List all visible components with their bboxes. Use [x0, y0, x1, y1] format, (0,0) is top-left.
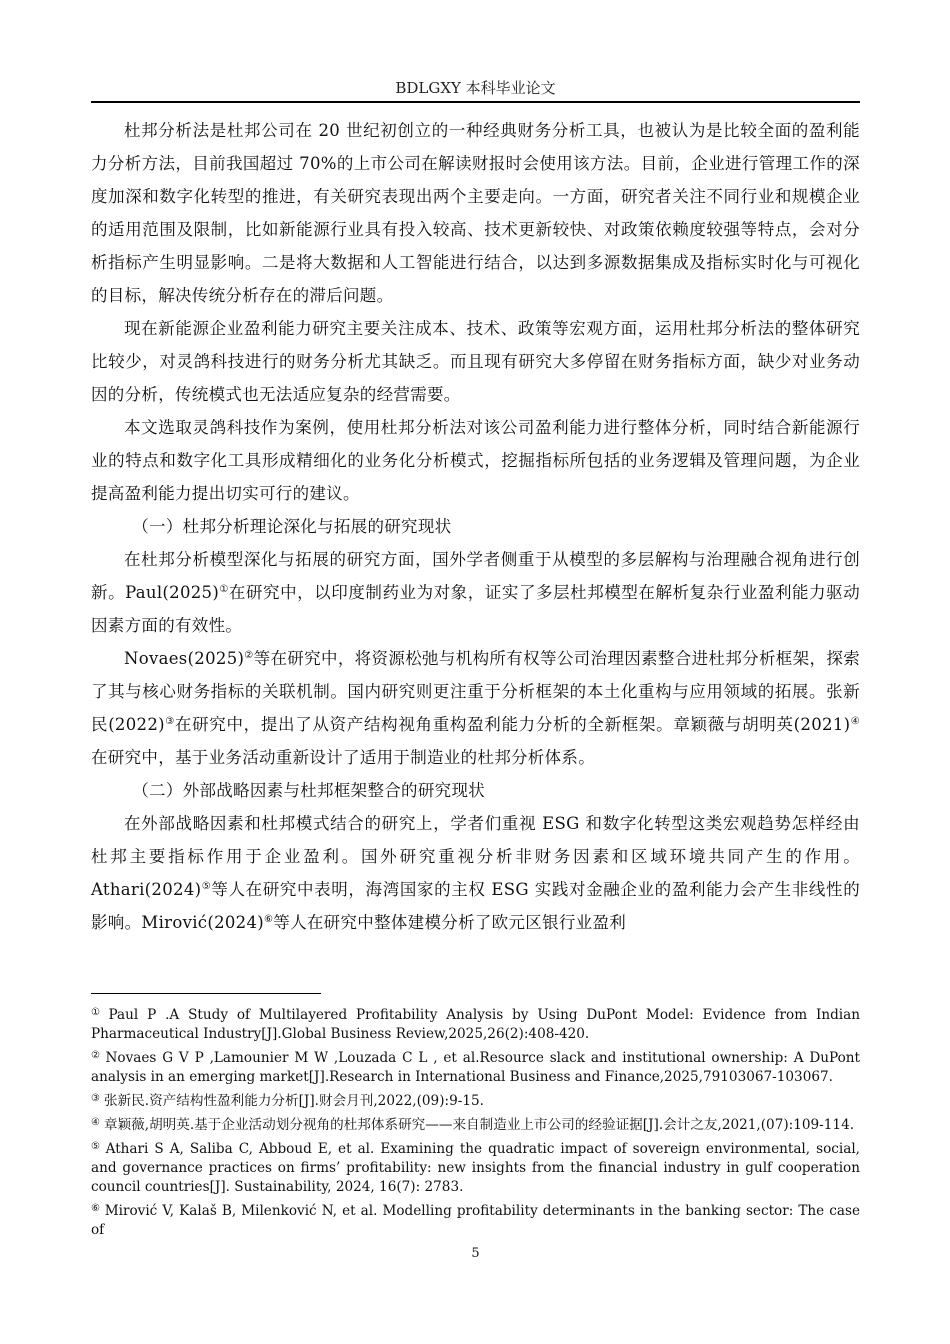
footnote-text: Novaes G V P ,Lamounier M W ,Louzada C L , et al.Resource slack and institutional ownership: A DuPont analysis in an emerging market[J].Research in International Business and Finance,2025,79103067-103067.	[91, 1050, 861, 1085]
footnote-1	[91, 1003, 860, 1044]
footnote-4	[91, 1113, 860, 1135]
footnote-2	[91, 1046, 860, 1087]
footnote-6	[91, 1199, 860, 1240]
footnote-text: Paul P .A Study of Multilayered Profitability Analysis by Using DuPont Model: Evidence from Indian Pharmaceutical Industry[J].Global Business Review,2025,26(2):408-420.	[91, 1007, 860, 1042]
footnote-5	[91, 1137, 860, 1197]
section-heading-1: （一）杜邦分析理论深化与拓展的研究现状	[132, 517, 452, 536]
citation-marker: ④	[850, 716, 861, 727]
paragraph-novaes: Novaes(2025)②等在研究中，将资源松弛与机构所有权等公司治理因素整合进杜邦分析框架，探索了其与核心财务指标的关联机制。国内研究则更注重于分析框架的本土化重构与应用领域的拓展。张新民(2022)③在研究中，提出了从资产结构视角重构盈利能力分析的全新框架。章颖薇与胡明英(2021)④在研究中，基于业务活动重新设计了适用于制造业的杜邦分析体系。	[91, 649, 861, 767]
footnote-text: 章颖薇,胡明英.基于企业活动划分视角的杜邦体系研究——来自制造业上市公司的经验证据[J].会计之友,2021,(07):109-114.	[103, 1117, 855, 1133]
body-text	[91, 114, 861, 932]
section-heading-2: （二）外部战略因素与杜邦框架整合的研究现状	[132, 781, 486, 800]
header-divider	[91, 101, 860, 103]
footnote-text: Mirović V, Kalaš B, Milenković N, et al. Modelling profitability determinants in the banking sector: The case of	[91, 1203, 860, 1238]
citation-marker: ①	[219, 584, 229, 595]
footnotes	[91, 1003, 861, 1238]
footnote-marker: ⑥	[91, 1203, 101, 1214]
paragraph-purpose: 本文选取灵鸽科技作为案例，使用杜邦分析法对该公司盈利能力进行整体分析，同时结合新能源行业的特点和数字化工具形成精细化的业务化分析模式，挖掘指标所包括的业务逻辑及管理问题，为企业提高盈利能力提出切实可行的建议。	[91, 418, 860, 503]
footnote-marker: ③	[91, 1093, 100, 1104]
footnote-marker: ⑤	[91, 1141, 102, 1152]
footnote-divider	[91, 993, 321, 994]
page-number: 5	[471, 1246, 480, 1261]
citation-marker: ⑤	[201, 881, 212, 892]
page-header: BDLGXY 本科毕业论文	[395, 79, 556, 97]
citation-marker: ②	[244, 650, 254, 661]
citation-marker: ⑥	[264, 914, 274, 925]
paragraph-intro: 杜邦分析法是杜邦公司在 20 世纪初创立的一种经典财务分析工具，也被认为是比较全面的盈利能力分析方法，目前我国超过 70%的上市公司在解读财报时会使用该方法。目前，企业进行管理工作的深度加深和数字化转型的推进，有关研究表现出两个主要走向。一方面，研究者关注不同行业和规模企业的适用范围及限制，比如新能源行业具有投入较高、技术更新较快、对政策依赖度较强等特点，会对分析指标产生明显影响。二是将大数据和人工智能进行结合，以达到多源数据集成及指标实时化与可视化的目标，解决传统分析存在的滞后问题。	[91, 121, 860, 305]
citation-marker: ③	[164, 716, 175, 727]
footnote-marker: ②	[91, 1050, 102, 1061]
footnote-text: Athari S A, Saliba C, Abboud E, et al. Examining the quadratic impact of sovereign environmental, social, and governance practices on firms’ profitability: new insights from the financial industry in gulf cooperation council countries[J]. Sustainability, 2024, 16(7): 2783.	[91, 1141, 860, 1195]
footnote-marker: ④	[91, 1117, 100, 1128]
footnote-3	[91, 1089, 860, 1111]
footnote-text: 张新民.资产结构性盈利能力分析[J].财会月刊,2022,(09):9-15.	[103, 1093, 484, 1109]
footnote-marker: ①	[91, 1007, 105, 1018]
paragraph-esg: 在外部战略因素和杜邦模式结合的研究上，学者们重视 ESG 和数字化转型这类宏观趋势怎样经由杜邦主要指标作用于企业盈利。国外研究重视分析非财务因素和区域环境共同产生的作用。Athari(2024)⑤等人在研究中表明，海湾国家的主权 ESG 实践对金融企业的盈利能力会产生非线性的影响。Mirović(2024)⑥等人在研究中整体建模分析了欧元区银行业盈利	[91, 814, 860, 932]
paragraph-research-gap: 现在新能源企业盈利能力研究主要关注成本、技术、政策等宏观方面，运用杜邦分析法的整体研究比较少，对灵鸽科技进行的财务分析尤其缺乏。而且现有研究大多停留在财务指标方面，缺少对业务动因的分析，传统模式也无法适应复杂的经营需要。	[91, 319, 860, 404]
paragraph-foreign-research: 在杜邦分析模型深化与拓展的研究方面，国外学者侧重于从模型的多层解构与治理融合视角进行创新。Paul(2025)①在研究中，以印度制药业为对象，证实了多层杜邦模型在解析复杂行业盈利能力驱动因素方面的有效性。	[91, 550, 860, 635]
